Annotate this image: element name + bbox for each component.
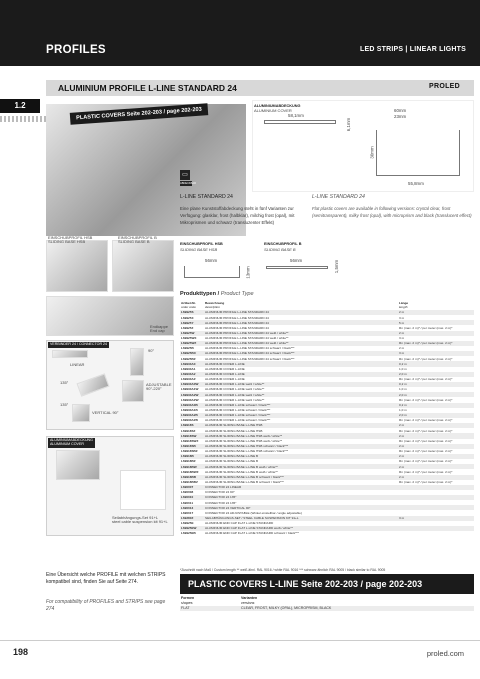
brand-logo: PROLED: [429, 83, 460, 90]
cell-description: ALUMINIUM END CAP FLAT L-LINE STANDARD schwarz / black***: [205, 531, 299, 536]
angle-90-caption: 90°: [148, 348, 155, 353]
cell-length: Rn (max. 2 m)* / per meter (max. 2 m)*: [399, 397, 453, 402]
cell-length: [398, 531, 474, 536]
end-cap-caption: Endkappe End cap: [150, 324, 169, 334]
category-title: LED STRIPS | LINEAR LIGHTS: [360, 46, 466, 53]
sliding-hsb-image: [46, 240, 108, 292]
table-header-row: [180, 300, 474, 310]
cell-length: 2,0 m: [398, 413, 474, 418]
cell-order-code: L690017: [181, 510, 194, 515]
cell-description: ALUMINIUM COVER L-LINE: [205, 377, 245, 382]
cell-order-code: L690010: [180, 495, 204, 500]
description-en: Flat plastic covers are available in following versions: crystal clear, frost (semitransparent), milky frost (opal), with microprism and black (translucent effect): [312, 206, 472, 218]
cell-order-code: L69933A1W: [181, 387, 199, 392]
section-title: PROFILES: [46, 44, 106, 56]
cell-order-code: L69918SZ: [181, 428, 196, 433]
product-band: [46, 80, 474, 96]
cell-description: ALUMINIUM SLIDING BASE L-LINE B weiß / white**: [204, 464, 398, 469]
variants-h1-de: Formen: [181, 596, 195, 600]
product-types-title: Produkttypen / Product Type: [180, 291, 254, 297]
footer-rule: [0, 640, 480, 641]
cell-order-code: L69933AZW: [181, 397, 199, 402]
header-order-code: [180, 300, 204, 310]
cell-order-code: L69925BZ: [181, 356, 196, 361]
cell-length: 3 m: [398, 351, 474, 356]
cell-description: CONNECTOR 24 LINEAR: [204, 485, 398, 490]
connector-adjustable-image: [122, 380, 144, 402]
cell-description: CONNECTOR 24 135°: [204, 495, 398, 500]
cell-order-code: L69918BZ: [181, 459, 196, 464]
cell-order-code: L69918B: [180, 454, 204, 459]
website: proled.com: [426, 649, 464, 658]
cell-order-code: L69933A0B: [180, 403, 204, 408]
cell-description: ALUMINIUM COVER L-LINE schwarz / black***: [204, 403, 398, 408]
cell-order-code: L69925Z: [181, 325, 194, 330]
connector-linear-image: [52, 350, 88, 358]
cell-length: Rn (max. 2 m)* / per meter (max. 2 m)*: [399, 325, 453, 330]
cell-description: ALUMINIUM SLIDING BASE L-LINE HSB weiß / white**: [205, 438, 283, 443]
hsb-title-en: SLIDING BASE HSB: [180, 247, 218, 252]
plastic-covers-band: PLASTIC COVERS L-LINE Seite 202-203 / page 202-203: [180, 574, 474, 594]
cell-length: 2 m: [398, 475, 474, 480]
sliding-b-image: [112, 240, 174, 292]
cover-label-de: ALUMINIUMABDECKUNG: [254, 104, 301, 108]
cell-order-code: L69933A2B: [180, 413, 204, 418]
b-title-de: EINSCHUBPROFIL B: [264, 242, 302, 246]
cover-badge-icon: ABDECKBAR: [180, 182, 196, 185]
cell-length: Rn (max. 2 m)* / per meter (max. 2 m)*: [399, 480, 453, 484]
cell-order-code: L69918SBZ: [181, 449, 198, 454]
variant-shape: FLAT: [180, 606, 240, 611]
b-title-en: SLIDING BASE B: [264, 247, 296, 252]
sliding-b-caption: EINSCHUBPROFIL B SLIDING BASE B: [118, 235, 157, 245]
cell-order-code: L69925X: [181, 315, 194, 320]
cell-description: ALUMINIUM SLIDING BASE L-LINE HSB: [205, 428, 263, 433]
cell-description: ALUMINIUM COVER L-LINE: [204, 361, 398, 366]
variants-h1-en: shapes: [181, 601, 193, 605]
variants-h2-en: versions: [241, 601, 255, 605]
cell-length: 1,0 m: [399, 408, 407, 413]
cell-order-code: L69925WZ: [180, 341, 204, 346]
cell-length: 2 m: [398, 464, 474, 469]
cell-description: ALUMINIUM PROFILE L-LINE STANDARD 24 schwarz / black***: [205, 356, 295, 361]
cell-length: 2 m: [398, 331, 474, 336]
hsb-shape: [184, 266, 240, 278]
header-desc-de: Bezeichnung: [205, 301, 225, 305]
variants-header: [180, 596, 474, 606]
header-art-de: Artikel-Nr.: [181, 301, 196, 305]
cell-description: ALUMINIUM PROFILE L-LINE STANDARD 24: [205, 325, 269, 330]
cell-length: 3 m: [399, 315, 405, 320]
variants-row: [180, 606, 474, 611]
cell-order-code: L69918BW: [180, 464, 204, 469]
cell-description: ALUMINIUM SLIDING BASE L-LINE HSB schwarz / black***: [205, 449, 289, 454]
cell-order-code: L69925B: [181, 346, 194, 351]
section-number: 1.2: [0, 99, 40, 113]
product-types-title-en: Product Type: [220, 291, 254, 297]
description-de: Eine plane Kunststoffabdeckung steht in fünf Varianten zur Verfügung: glasklar, frost (halbklar), milchig frost (opal), mit Mikroprismen und schwarz (transluzenter Effekt): [180, 206, 295, 225]
cell-length: 0,2 m: [398, 403, 474, 408]
product-table: [180, 300, 474, 536]
cell-description: ALUMINIUM COVER L-LINE: [205, 366, 245, 371]
cell-order-code: L69280Z: [180, 516, 204, 521]
cell-order-code: L69918SB: [180, 444, 204, 449]
connector-vertical-image: [72, 404, 90, 422]
variants-h2-de: Varianten: [241, 596, 258, 600]
header-description: [204, 300, 398, 310]
alu-cover-image: [56, 450, 100, 480]
cell-length: 2,0 m: [398, 372, 474, 377]
cell-order-code: L69925W: [180, 331, 204, 336]
cell-description: ALUMINIUM COVER L-LINE schwarz / black***: [204, 413, 398, 418]
cell-length: Rn (max. 2 m)* / per meter (max. 2 m)*: [399, 438, 453, 443]
suspension-caption: Seilabhängungs-Set 91+L steel cable suspension kit 91+L: [112, 515, 168, 525]
cell-length: 2 m: [398, 454, 474, 459]
cell-description: ALUMINIUM COVER L-LINE: [204, 372, 398, 377]
dim-top-1: 60mm: [394, 108, 407, 113]
cell-description: ALUMINIUM SLIDING BASE L-LINE HSB: [204, 423, 398, 428]
cell-description: ALUMINIUM END CAP FLAT L-LINE STANDARD weiß / white**: [204, 526, 398, 531]
cell-description: ALUMINIUM PROFILE L-LINE STANDARD 24: [205, 315, 269, 320]
cell-order-code: L69918BB: [180, 475, 204, 480]
cell-order-code: L690008: [181, 490, 194, 495]
hsb-width: 56mm: [205, 258, 218, 263]
header-art-en: order code: [181, 305, 196, 309]
suspension-kit-image: [120, 470, 166, 510]
header-desc-en: description: [205, 305, 220, 309]
cell-length: Rn (max. 2 m)* / per meter (max. 2 m)*: [399, 356, 453, 361]
alu-cover-caption: ALUMINIUMABDECKUNG ALUMINIUM COVER: [50, 438, 93, 446]
cell-order-code: L69933A1B: [181, 408, 198, 413]
plastic-covers-banner: PLASTIC COVERS Seite 202-203 / page 202-203: [70, 103, 208, 125]
cell-order-code: L69925S: [180, 310, 204, 315]
cell-order-code: L69925EB: [181, 531, 196, 536]
cell-description: CONNECTOR 24 135°: [205, 500, 237, 505]
table-row: [180, 531, 474, 536]
cell-description: CONNECTOR 24 90°: [205, 490, 235, 495]
angle-135-caption: 135°: [60, 380, 69, 385]
linear-caption: LINEAR: [70, 362, 85, 367]
product-title: ALUMINIUM PROFILE L-LINE STANDARD 24: [58, 83, 237, 93]
cell-order-code: L690007: [180, 485, 204, 490]
cell-order-code: L69918BBZ: [181, 480, 198, 484]
cell-order-code: L69933A2: [180, 372, 204, 377]
cell-description: ALUMINIUM PROFILE L-LINE STANDARD 24 weiß / white**: [204, 331, 398, 336]
cell-description: CONNECTOR 24 VERTICAL 90°: [204, 505, 398, 510]
cell-order-code: L69925E: [181, 521, 194, 526]
cell-description: ALUMINIUM SLIDING BASE L-LINE HSB schwarz / black***: [204, 444, 398, 449]
b-width: 56mm: [290, 258, 303, 263]
cell-length: 3 m: [399, 336, 405, 341]
cell-length: 1,0 m: [399, 387, 407, 392]
cell-length: 2 m: [398, 310, 474, 315]
dim-cover-width: 58,1mm: [288, 113, 304, 118]
cell-description: ALUMINIUM SLIDING BASE L-LINE B: [204, 454, 398, 459]
cell-order-code: L69918BWZ: [181, 469, 199, 474]
cell-length: 2 m: [399, 346, 405, 351]
cell-description: ALUMINIUM COVER L-LINE schwarz / black***: [205, 418, 271, 423]
cell-order-code: L69933A2W: [180, 392, 204, 397]
sliding-hsb-caption: EINSCHUBPROFIL HSB SLIDING BASE HSB: [48, 235, 93, 245]
cell-description: ALUMINIUM END CAP FLAT L-LINE STANDARD: [205, 521, 274, 526]
variant-versions: CLEAR, FROST, MILKY (OPAL), MICROPRISM, BLACK: [240, 606, 474, 611]
cover-shape: [264, 120, 336, 124]
cell-order-code: L69933A1: [181, 366, 196, 371]
b-shape: [266, 266, 328, 269]
cell-description: ALUMINIUM SLIDING BASE L-LINE B schwarz / black***: [204, 475, 398, 480]
variants-h2: [240, 596, 474, 606]
cell-order-code: L69933A0: [180, 361, 204, 366]
cell-description: ALUMINIUM COVER L-LINE weiß / white**: [205, 397, 265, 402]
cell-order-code: L690013: [180, 505, 204, 510]
cell-length: Rn (max. 2 m)* / per meter (max. 2 m)*: [399, 469, 453, 474]
page-header: [0, 0, 480, 66]
dim-cover-height: 6,1mm: [346, 117, 352, 132]
product-name-en: L-LINE STANDARD 24: [312, 194, 365, 200]
cell-order-code: L69918SWZ: [181, 438, 199, 443]
cell-length: 0,2 m: [398, 361, 474, 366]
b-height: 1,5mm: [334, 259, 340, 274]
cell-length: Rn (max. 2 m)* / per meter (max. 2 m)*: [398, 341, 474, 346]
cell-description: ALUMINIUM SLIDING BASE L-LINE B weiß / white**: [205, 469, 278, 474]
cell-description: ALUMINIUM SLIDING BASE L-LINE HSB weiß / white**: [204, 433, 398, 438]
header-len-en: length: [399, 305, 408, 309]
cell-length: Rn (max. 2 m)* / per meter (max. 2 m)*: [399, 418, 453, 423]
cell-description: ALUMINIUM SLIDING BASE L-LINE B schwarz / black***: [205, 480, 284, 484]
header-len-de: Länge: [399, 301, 409, 305]
cell-description: ALUMINIUM PROFILE L-LINE STANDARD 24 weiß / white**: [204, 341, 398, 346]
cell-description: ALUMINIUM PROFILE L-LINE STANDARD 24 weiß / white**: [205, 336, 289, 341]
cell-description: SEILABHÄNGUNGS-SET / STEEL CABLE SUSPENSION KIT 91+L: [204, 516, 398, 521]
led-u-icon: ▭: [180, 170, 190, 180]
adjustable-caption: ADJUSTABLE 90°-220°: [146, 382, 172, 392]
dim-width: 55,8mm: [408, 181, 424, 186]
hsb-title-de: EINSCHUBPROFIL HSB: [180, 242, 223, 246]
page-number: 198: [13, 647, 29, 657]
cell-order-code: L69933AZ: [181, 377, 196, 382]
cell-order-code: L69933AZB: [181, 418, 198, 423]
cell-description: ALUMINIUM PROFILE L-LINE STANDARD 24: [204, 320, 398, 325]
dim-top-2: 23mm: [394, 114, 407, 119]
variants-table: [180, 596, 474, 611]
cell-description: ALUMINIUM PROFILE L-LINE STANDARD 24: [204, 310, 398, 315]
cell-length: 2 m: [398, 433, 474, 438]
cell-description: ALUMINIUM COVER L-LINE weiß / white**: [204, 392, 398, 397]
header-length: [398, 300, 474, 310]
cell-length: Rn (max. 2 m)* / per meter (max. 2 m)*: [399, 377, 453, 382]
cell-length: Rn (max. 2 m)* / per meter (max. 2 m)*: [399, 428, 453, 433]
cover-label-en: ALUMINIUM COVER: [254, 108, 292, 113]
cell-description: ALUMINIUM PROFILE L-LINE STANDARD 24 schwarz / black***: [205, 346, 295, 351]
compat-note-en: For compatibility of PROFILES and STRIPS see page 274: [46, 599, 166, 612]
cell-order-code: L69925Y: [180, 320, 204, 325]
cell-length: 2,0 m: [398, 392, 474, 397]
product-name-de: L-LINE STANDARD 24: [180, 194, 233, 200]
cell-length: 0,2 m: [398, 382, 474, 387]
product-types-title-de: Produkttypen: [180, 291, 217, 297]
cell-length: 2 m: [398, 423, 474, 428]
cell-order-code: L690011: [181, 500, 194, 505]
cell-length: 2 m: [398, 444, 474, 449]
connector-caption: VERBINDER 24 / CONNECTOR 24: [50, 342, 108, 346]
vertical-caption: VERTICAL 90°: [92, 410, 119, 415]
cell-length: 3 m: [398, 516, 474, 521]
cell-description: ALUMINIUM PROFILE L-LINE STANDARD 24 schwarz / black***: [204, 351, 398, 356]
cell-order-code: L69918S: [180, 423, 204, 428]
decorative-stripes: [0, 116, 46, 122]
cell-length: Rn (max. 2 m)* / per meter (max. 2 m)*: [399, 449, 453, 454]
table-footnote: *Zuschnitt nach Maß / Custom length ** weiß ähnl. RAL 9016 / white RAL 9016 *** schwarz ähnlich RAL 9005 / black similar to RAL 9005: [180, 568, 386, 572]
cell-description: ALUMINIUM COVER L-LINE weiß / white**: [205, 387, 265, 392]
cell-description: ALUMINIUM COVER L-LINE schwarz / black***: [205, 408, 271, 413]
cell-order-code: L69933A0W: [180, 382, 204, 387]
cell-order-code: L69918SW: [180, 433, 204, 438]
compat-note-de: Eine Übersicht welche PROFILE mit welchen STRIPS kompatibel sind, finden Sie auf Seite 274.: [46, 572, 166, 585]
cell-description: ALUMINIUM COVER L-LINE weiß / white**: [204, 382, 398, 387]
cell-description: ALUMINIUM SLIDING BASE L-LINE B: [205, 459, 259, 464]
hsb-height: 13mm: [245, 266, 251, 279]
angle-135b-caption: 135°: [60, 402, 69, 407]
profile-section-shape: [376, 130, 460, 176]
cell-length: 5 m: [398, 320, 474, 325]
cell-length: 1,0 m: [399, 366, 407, 371]
connector-90-image: [130, 348, 144, 376]
cell-order-code: L69925BX: [180, 351, 204, 356]
cell-order-code: L69925EW: [180, 526, 204, 531]
variants-h1: [180, 596, 240, 606]
cell-description: CONNECTOR 24 ADJUSTABLE (Winkel einstellbar / angle adjustable): [205, 510, 302, 515]
cell-order-code: L69925WX: [181, 336, 197, 341]
dim-height: 30mm: [369, 146, 375, 159]
cell-length: Rn (max. 2 m)* / per meter (max. 2 m)*: [399, 459, 453, 464]
